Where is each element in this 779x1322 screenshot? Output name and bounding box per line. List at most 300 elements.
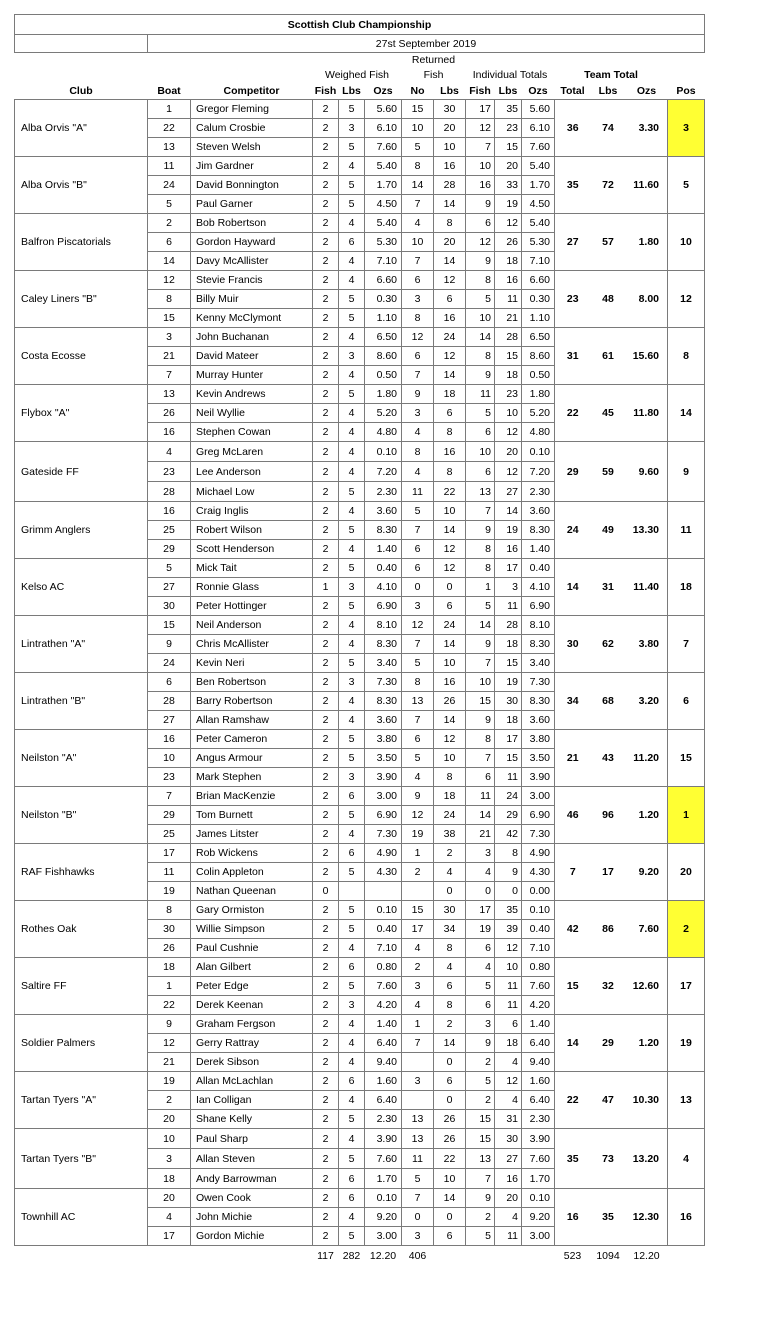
grand-total-lbs: 282 (342, 1250, 361, 1262)
cell-no: 3 (402, 404, 434, 423)
cell-ind-lbs: 18 (495, 366, 522, 385)
cell-ind-lbs: 11 (495, 996, 522, 1015)
cell-no: 4 (402, 939, 434, 958)
cell-ozs: 6.40 (365, 1034, 402, 1053)
cell-fish: 2 (313, 442, 339, 462)
cell-no: 12 (402, 616, 434, 635)
boat-number: 17 (148, 844, 191, 863)
cell-ind-fish: 6 (466, 214, 495, 233)
team-total: 22 (555, 1072, 591, 1129)
cell-lbs: 5 (339, 863, 365, 882)
competitor-row (15, 958, 705, 977)
team-lbs: 49 (591, 502, 626, 559)
cell-fish: 2 (313, 711, 339, 730)
cell-ind-lbs: 11 (495, 1227, 522, 1246)
cell-no: 3 (402, 1072, 434, 1091)
cell-ind-lbs: 24 (495, 787, 522, 806)
cell-ret-lbs: 18 (434, 385, 466, 404)
cell-fish: 2 (313, 1227, 339, 1246)
cell-fish: 2 (313, 616, 339, 635)
cell-ozs: 1.10 (365, 309, 402, 328)
team-ozs: 3.80 (626, 616, 668, 673)
cell-ind-lbs: 14 (495, 502, 522, 521)
cell-ozs: 3.60 (365, 711, 402, 730)
cell-ret-lbs: 6 (434, 597, 466, 616)
cell-ind-fish: 15 (466, 1110, 495, 1129)
team-lbs: 61 (591, 328, 626, 385)
cell-ind-lbs: 30 (495, 692, 522, 711)
cell-lbs: 4 (339, 328, 365, 347)
cell-ind-lbs: 20 (495, 442, 522, 462)
cell-fish: 2 (313, 1072, 339, 1091)
cell-ind-lbs: 23 (495, 119, 522, 138)
cell-ind-lbs: 17 (495, 730, 522, 749)
cell-lbs: 3 (339, 119, 365, 138)
cell-ret-lbs: 14 (434, 195, 466, 214)
cell-ind-ozs: 1.80 (522, 385, 555, 404)
cell-ozs: 3.40 (365, 654, 402, 673)
cell-ozs: 4.80 (365, 423, 402, 442)
competitor-row (15, 844, 705, 863)
cell-ret-lbs: 10 (434, 502, 466, 521)
cell-ind-lbs: 18 (495, 711, 522, 730)
cell-ret-lbs: 22 (434, 482, 466, 502)
team-lbs: 32 (591, 958, 626, 1015)
cell-ind-fish: 9 (466, 252, 495, 271)
cell-ret-lbs: 24 (434, 616, 466, 635)
competitor-name: Stevie Francis (191, 271, 313, 290)
competitor-name: Steven Welsh (191, 138, 313, 157)
team-lbs: 29 (591, 1015, 626, 1072)
cell-ind-lbs: 10 (495, 958, 522, 977)
cell-ind-ozs: 3.00 (522, 787, 555, 806)
cell-fish: 2 (313, 502, 339, 521)
competitor-row (15, 559, 705, 578)
cell-ind-fish: 10 (466, 442, 495, 462)
cell-fish: 2 (313, 635, 339, 654)
cell-ind-fish: 17 (466, 100, 495, 119)
cell-ind-fish: 17 (466, 901, 495, 920)
results-table (14, 14, 705, 1266)
competitor-name: Kevin Andrews (191, 385, 313, 404)
cell-ozs: 9.20 (365, 1208, 402, 1227)
competitor-name: Billy Muir (191, 290, 313, 309)
grand-total-team-ozs: 12.20 (633, 1250, 660, 1262)
boat-number: 26 (148, 939, 191, 958)
cell-no: 2 (402, 958, 434, 977)
cell-no: 11 (402, 1149, 434, 1169)
cell-ind-fish: 5 (466, 1072, 495, 1091)
boat-number: 14 (148, 252, 191, 271)
cell-ind-lbs: 4 (495, 1053, 522, 1072)
club-name: Grimm Anglers (15, 502, 148, 559)
column-header-club: Club (69, 84, 93, 97)
cell-ret-lbs: 8 (434, 462, 466, 482)
cell-lbs: 5 (339, 138, 365, 157)
competitor-name: John Michie (191, 1208, 313, 1227)
team-total: 42 (555, 901, 591, 958)
cell-ozs: 6.90 (365, 597, 402, 616)
cell-fish: 2 (313, 730, 339, 749)
team-total: 34 (555, 673, 591, 730)
cell-ind-ozs: 4.10 (522, 578, 555, 597)
cell-no: 10 (402, 233, 434, 252)
cell-ind-ozs: 0.40 (522, 559, 555, 578)
cell-fish: 2 (313, 844, 339, 863)
cell-ind-lbs: 31 (495, 1110, 522, 1129)
boat-number: 18 (148, 958, 191, 977)
club-name: Lintrathen "B" (15, 673, 148, 730)
club-name: Saltire FF (15, 958, 148, 1015)
cell-fish: 2 (313, 654, 339, 673)
cell-no: 7 (402, 1189, 434, 1208)
boat-number: 22 (148, 996, 191, 1015)
cell-ind-lbs: 11 (495, 290, 522, 309)
cell-ret-lbs: 16 (434, 157, 466, 176)
cell-no: 3 (402, 597, 434, 616)
cell-fish: 2 (313, 597, 339, 616)
cell-ozs: 3.90 (365, 1129, 402, 1149)
cell-ind-fish: 15 (466, 692, 495, 711)
date-spacer (15, 35, 148, 53)
cell-ind-lbs: 4 (495, 1208, 522, 1227)
boat-number: 24 (148, 654, 191, 673)
cell-ret-lbs: 6 (434, 1072, 466, 1091)
boat-number: 10 (148, 1129, 191, 1149)
cell-ind-fish: 5 (466, 404, 495, 423)
competitor-name: Tom Burnett (191, 806, 313, 825)
competitor-row (15, 673, 705, 692)
cell-fish: 2 (313, 366, 339, 385)
position: 13 (668, 1072, 705, 1129)
boat-number: 3 (148, 1149, 191, 1169)
competitor-name: Chris McAllister (191, 635, 313, 654)
cell-ozs: 0.40 (365, 920, 402, 939)
team-total-header: Team Total (584, 68, 638, 81)
cell-lbs: 5 (339, 597, 365, 616)
cell-ozs: 8.30 (365, 692, 402, 711)
column-header-fish: Fish (314, 84, 337, 97)
competitor-name: Paul Garner (191, 195, 313, 214)
cell-ret-lbs: 8 (434, 214, 466, 233)
competitor-name: Gordon Hayward (191, 233, 313, 252)
boat-number: 30 (148, 597, 191, 616)
cell-ind-lbs: 19 (495, 521, 522, 540)
cell-ind-lbs: 12 (495, 214, 522, 233)
competitor-name: Bob Robertson (191, 214, 313, 233)
cell-no (402, 1053, 434, 1072)
cell-ind-ozs: 8.30 (522, 635, 555, 654)
cell-ret-lbs: 12 (434, 730, 466, 749)
cell-lbs: 6 (339, 1169, 365, 1189)
cell-ind-fish: 19 (466, 920, 495, 939)
cell-ind-lbs: 27 (495, 1149, 522, 1169)
cell-no: 3 (402, 977, 434, 996)
competitor-name: Calum Crosbie (191, 119, 313, 138)
competitor-row (15, 271, 705, 290)
cell-no: 17 (402, 920, 434, 939)
competitor-row (15, 1072, 705, 1091)
cell-ret-lbs: 38 (434, 825, 466, 844)
team-total: 14 (555, 559, 591, 616)
cell-lbs: 5 (339, 749, 365, 768)
club-name: Soldier Palmers (15, 1015, 148, 1072)
boat-number: 9 (148, 635, 191, 654)
competitor-name: Willie Simpson (191, 920, 313, 939)
team-ozs: 13.30 (626, 502, 668, 559)
cell-ind-fish: 2 (466, 1091, 495, 1110)
weighed-fish-header: Weighed Fish (324, 68, 389, 81)
cell-fish: 2 (313, 214, 339, 233)
team-lbs: 74 (591, 100, 626, 157)
cell-ozs: 1.70 (365, 1169, 402, 1189)
cell-ind-fish: 8 (466, 730, 495, 749)
cell-ind-lbs: 0 (495, 882, 522, 901)
cell-ind-ozs: 4.90 (522, 844, 555, 863)
column-header-pos: Pos (676, 84, 696, 97)
cell-ind-ozs: 1.40 (522, 540, 555, 559)
cell-ret-lbs: 16 (434, 442, 466, 462)
grand-total-no: 406 (408, 1250, 427, 1262)
cell-ind-fish: 14 (466, 328, 495, 347)
cell-no: 1 (402, 844, 434, 863)
team-total: 35 (555, 1129, 591, 1189)
cell-ozs: 0.30 (365, 290, 402, 309)
cell-lbs: 5 (339, 654, 365, 673)
cell-ind-lbs: 16 (495, 271, 522, 290)
cell-ozs: 7.60 (365, 138, 402, 157)
cell-fish: 2 (313, 195, 339, 214)
cell-lbs: 5 (339, 195, 365, 214)
boat-number: 2 (148, 1091, 191, 1110)
cell-ozs: 0.80 (365, 958, 402, 977)
competitor-name: Gary Ormiston (191, 901, 313, 920)
team-total: 16 (555, 1189, 591, 1246)
cell-ind-ozs: 0.50 (522, 366, 555, 385)
cell-lbs: 3 (339, 673, 365, 692)
cell-ind-fish: 5 (466, 977, 495, 996)
team-ozs: 10.30 (626, 1072, 668, 1129)
cell-ind-fish: 16 (466, 176, 495, 195)
boat-number: 20 (148, 1110, 191, 1129)
cell-ind-lbs: 28 (495, 328, 522, 347)
cell-no: 5 (402, 502, 434, 521)
cell-ind-fish: 8 (466, 271, 495, 290)
competitor-name: Robert Wilson (191, 521, 313, 540)
competitor-name: Paul Cushnie (191, 939, 313, 958)
cell-ret-lbs: 6 (434, 977, 466, 996)
competitor-name: Paul Sharp (191, 1129, 313, 1149)
competitor-row (15, 502, 705, 521)
cell-ind-lbs: 3 (495, 578, 522, 597)
cell-fish: 2 (313, 540, 339, 559)
team-lbs: 59 (591, 442, 626, 502)
cell-ind-lbs: 12 (495, 423, 522, 442)
competitor-name: Owen Cook (191, 1189, 313, 1208)
cell-ret-lbs: 2 (434, 1015, 466, 1034)
cell-fish: 2 (313, 290, 339, 309)
cell-ozs: 5.20 (365, 404, 402, 423)
cell-ind-ozs: 1.70 (522, 176, 555, 195)
cell-ozs: 2.30 (365, 1110, 402, 1129)
competitor-row (15, 1129, 705, 1149)
cell-ind-ozs: 7.30 (522, 825, 555, 844)
cell-ind-fish: 9 (466, 195, 495, 214)
boat-number: 19 (148, 882, 191, 901)
cell-ret-lbs: 14 (434, 252, 466, 271)
cell-ozs: 6.60 (365, 271, 402, 290)
competitor-name: Andy Barrowman (191, 1169, 313, 1189)
cell-ind-fish: 14 (466, 806, 495, 825)
cell-fish: 2 (313, 1110, 339, 1129)
cell-ret-lbs: 22 (434, 1149, 466, 1169)
cell-ind-lbs: 15 (495, 347, 522, 366)
cell-ozs: 5.40 (365, 214, 402, 233)
column-header-boat: Boat (157, 84, 181, 97)
cell-ind-lbs: 15 (495, 654, 522, 673)
cell-fish: 2 (313, 157, 339, 176)
cell-ind-ozs: 6.90 (522, 597, 555, 616)
cell-lbs: 5 (339, 1110, 365, 1129)
cell-no (402, 882, 434, 901)
team-total: 7 (555, 844, 591, 901)
cell-lbs: 5 (339, 1149, 365, 1169)
cell-no: 7 (402, 635, 434, 654)
competitor-row (15, 616, 705, 635)
team-lbs: 62 (591, 616, 626, 673)
cell-ind-fish: 5 (466, 597, 495, 616)
cell-lbs: 4 (339, 1091, 365, 1110)
cell-ind-ozs: 0.30 (522, 290, 555, 309)
cell-ret-lbs: 14 (434, 366, 466, 385)
boat-number: 18 (148, 1169, 191, 1189)
cell-ind-ozs: 5.40 (522, 214, 555, 233)
team-lbs: 73 (591, 1129, 626, 1189)
cell-lbs: 3 (339, 347, 365, 366)
cell-fish: 2 (313, 482, 339, 502)
competitor-row (15, 328, 705, 347)
cell-ozs: 3.00 (365, 1227, 402, 1246)
cell-no: 8 (402, 309, 434, 328)
cell-ind-fish: 7 (466, 502, 495, 521)
boat-number: 16 (148, 502, 191, 521)
cell-ind-fish: 6 (466, 462, 495, 482)
cell-fish: 2 (313, 347, 339, 366)
cell-no: 5 (402, 749, 434, 768)
club-name: Tartan Tyers "A" (15, 1072, 148, 1129)
cell-ind-fish: 7 (466, 1169, 495, 1189)
position: 15 (668, 730, 705, 787)
grand-total-team-lbs: 1094 (596, 1250, 620, 1262)
cell-ind-ozs: 8.30 (522, 521, 555, 540)
cell-ret-lbs: 8 (434, 423, 466, 442)
boat-number: 25 (148, 521, 191, 540)
cell-ozs: 3.00 (365, 787, 402, 806)
team-ozs: 3.30 (626, 100, 668, 157)
boat-number: 23 (148, 462, 191, 482)
cell-lbs: 4 (339, 366, 365, 385)
cell-no: 9 (402, 385, 434, 404)
cell-ind-lbs: 39 (495, 920, 522, 939)
cell-fish: 1 (313, 578, 339, 597)
team-total: 24 (555, 502, 591, 559)
cell-ozs: 4.20 (365, 996, 402, 1015)
cell-fish: 2 (313, 939, 339, 958)
cell-ind-fish: 6 (466, 996, 495, 1015)
boat-number: 26 (148, 404, 191, 423)
competitor-name: Gregor Fleming (191, 100, 313, 119)
cell-lbs: 4 (339, 1053, 365, 1072)
position: 20 (668, 844, 705, 901)
cell-no: 6 (402, 271, 434, 290)
competitor-row (15, 385, 705, 404)
cell-fish: 2 (313, 252, 339, 271)
column-header-team-ozs: Ozs (636, 84, 657, 97)
cell-ind-fish: 1 (466, 578, 495, 597)
returned-header-top: Returned (411, 53, 456, 66)
cell-ind-fish: 8 (466, 347, 495, 366)
boat-number: 16 (148, 423, 191, 442)
cell-fish: 2 (313, 328, 339, 347)
cell-ret-lbs: 12 (434, 540, 466, 559)
boat-number: 13 (148, 385, 191, 404)
position: 4 (668, 1129, 705, 1189)
cell-ind-fish: 15 (466, 1129, 495, 1149)
team-lbs: 96 (591, 787, 626, 844)
cell-ind-lbs: 18 (495, 635, 522, 654)
cell-ozs: 0.10 (365, 442, 402, 462)
cell-fish: 2 (313, 1053, 339, 1072)
boat-number: 1 (148, 977, 191, 996)
position: 12 (668, 271, 705, 328)
position: 5 (668, 157, 705, 214)
competitor-name: Mark Stephen (191, 768, 313, 787)
cell-ind-ozs: 3.60 (522, 502, 555, 521)
club-name: Alba Orvis "A" (15, 100, 148, 157)
cell-lbs: 5 (339, 977, 365, 996)
cell-ind-ozs: 5.60 (522, 100, 555, 119)
cell-no: 5 (402, 654, 434, 673)
cell-no: 7 (402, 195, 434, 214)
cell-lbs: 4 (339, 252, 365, 271)
cell-ret-lbs: 14 (434, 711, 466, 730)
cell-ret-lbs: 16 (434, 309, 466, 328)
boat-number: 28 (148, 482, 191, 502)
cell-ozs: 6.40 (365, 1091, 402, 1110)
boat-number: 16 (148, 730, 191, 749)
cell-no: 5 (402, 1169, 434, 1189)
column-header-lbs: Lbs (342, 84, 361, 97)
cell-ind-lbs: 26 (495, 233, 522, 252)
team-ozs: 11.20 (626, 730, 668, 787)
cell-no: 12 (402, 806, 434, 825)
cell-ozs: 2.30 (365, 482, 402, 502)
cell-ret-lbs: 30 (434, 100, 466, 119)
cell-ind-ozs: 2.30 (522, 1110, 555, 1129)
team-lbs: 43 (591, 730, 626, 787)
position: 7 (668, 616, 705, 673)
cell-ind-ozs: 0.40 (522, 920, 555, 939)
cell-fish: 2 (313, 100, 339, 119)
cell-ret-lbs: 16 (434, 673, 466, 692)
cell-ozs: 7.20 (365, 462, 402, 482)
cell-ind-ozs: 1.70 (522, 1169, 555, 1189)
boat-number: 30 (148, 920, 191, 939)
cell-lbs: 4 (339, 271, 365, 290)
column-header-ind-lbs: Lbs (498, 84, 518, 97)
cell-ret-lbs: 26 (434, 692, 466, 711)
cell-ozs: 0.10 (365, 1189, 402, 1208)
